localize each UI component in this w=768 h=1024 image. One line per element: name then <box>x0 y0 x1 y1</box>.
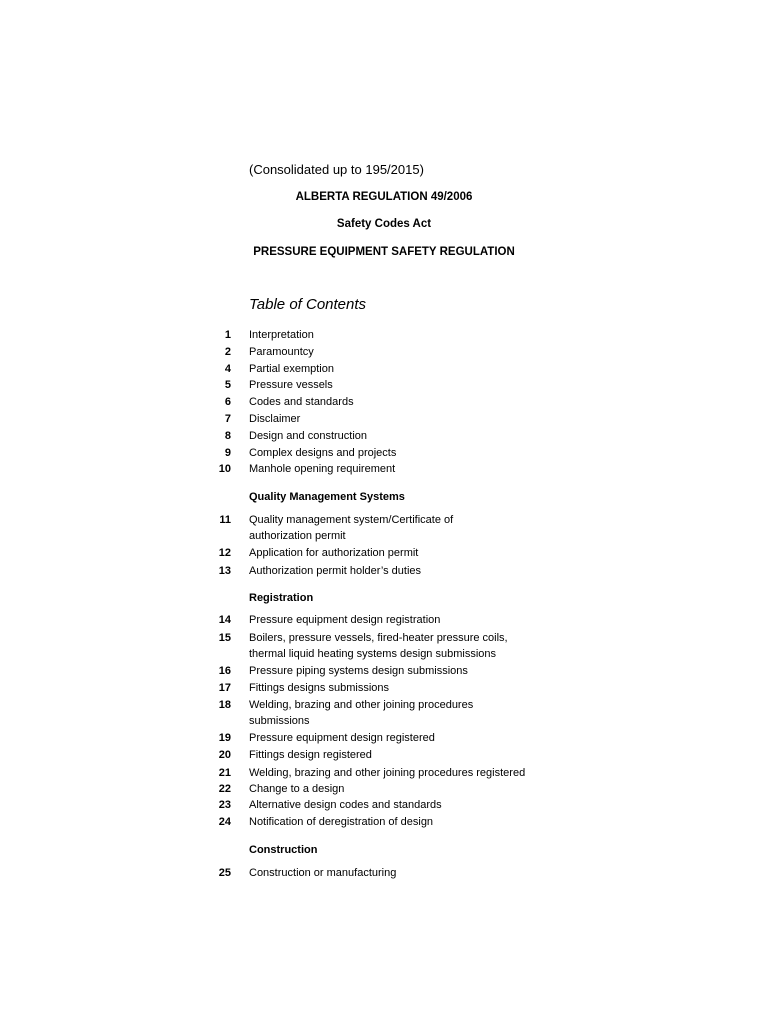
toc-entry-title: Welding, brazing and other joining procedures registered <box>249 767 526 779</box>
toc-entry-number: 8 <box>224 430 231 442</box>
toc-entry-title: Fittings design registered <box>249 749 372 761</box>
toc-entry-title: Quality management system/Certificate of <box>249 514 454 526</box>
toc-entry-title: Pressure piping systems design submissions <box>249 665 468 677</box>
toc-entry-title: Interpretation <box>249 329 314 341</box>
toc-entry-number: 2 <box>224 346 231 358</box>
toc-entry-number: 15 <box>218 632 231 644</box>
toc-entry-number: 23 <box>218 799 231 811</box>
toc-entry-title: Codes and standards <box>249 396 354 408</box>
toc-entry-title: Complex designs and projects <box>249 447 397 459</box>
toc-entry-title: Alternative design codes and standards <box>249 799 442 811</box>
toc-entry-title: Partial exemption <box>249 363 334 375</box>
toc-entry-title: Design and construction <box>249 430 368 442</box>
toc-entry-number: 25 <box>218 867 231 879</box>
regulation-title: PRESSURE EQUIPMENT SAFETY REGULATION <box>253 246 515 258</box>
toc-heading: Table of Contents <box>249 296 367 313</box>
section-heading-registration: Registration <box>249 592 314 604</box>
toc-entry-title: Manhole opening requirement <box>249 463 396 475</box>
toc-entry-title: Construction or manufacturing <box>249 867 397 879</box>
toc-entry-title: Fittings designs submissions <box>249 682 390 694</box>
toc-entry-number: 10 <box>218 463 231 475</box>
section-heading-quality: Quality Management Systems <box>249 491 405 503</box>
consolidation-note: (Consolidated up to 195/2015) <box>249 162 424 177</box>
toc-entry-number: 6 <box>224 396 231 408</box>
toc-entry-number: 5 <box>224 379 231 391</box>
regulation-number: ALBERTA REGULATION 49/2006 <box>295 191 473 203</box>
toc-entry-title: Boilers, pressure vessels, fired-heater pressure coils, <box>249 632 508 644</box>
toc-entry-title: Notification of deregistration of design <box>249 816 434 828</box>
toc-entry-title: Pressure equipment design registration <box>249 614 441 626</box>
toc-entry-number: 18 <box>218 699 231 711</box>
toc-entry-title: Welding, brazing and other joining procedures <box>249 699 474 711</box>
toc-entry-number: 21 <box>218 767 231 779</box>
toc-entry-title-line2: authorization permit <box>249 530 346 542</box>
section-heading-construction: Construction <box>249 844 318 856</box>
toc-entry-number: 20 <box>218 749 231 761</box>
toc-entry-number: 12 <box>218 547 231 559</box>
act-name: Safety Codes Act <box>336 218 432 230</box>
toc-entry-number: 1 <box>224 329 231 341</box>
toc-entry-title: Change to a design <box>249 783 345 795</box>
toc-entry-title: Pressure vessels <box>249 379 333 391</box>
toc-entry-number: 16 <box>218 665 231 677</box>
toc-entry-title: Authorization permit holder’s duties <box>249 565 422 577</box>
toc-entry-number: 22 <box>218 783 231 795</box>
toc-entry-title: Application for authorization permit <box>249 547 419 559</box>
toc-entry-number: 13 <box>218 565 231 577</box>
toc-entry-number: 7 <box>224 413 231 425</box>
toc-entry-number: 14 <box>218 614 231 626</box>
toc-entry-number: 24 <box>218 816 231 828</box>
toc-entry-number: 9 <box>224 447 231 459</box>
toc-entry-title: Disclaimer <box>249 413 301 425</box>
toc-entry-number: 19 <box>218 732 231 744</box>
toc-entry-title: Paramountcy <box>249 346 314 358</box>
toc-entry-title-line2: thermal liquid heating systems design submissions <box>249 648 497 660</box>
toc-entry-title-line2: submissions <box>249 715 310 727</box>
toc-entry-number: 11 <box>219 514 231 526</box>
toc-entry-number: 17 <box>218 682 231 694</box>
toc-entry-title: Pressure equipment design registered <box>249 732 435 744</box>
toc-entry-number: 4 <box>224 363 231 375</box>
